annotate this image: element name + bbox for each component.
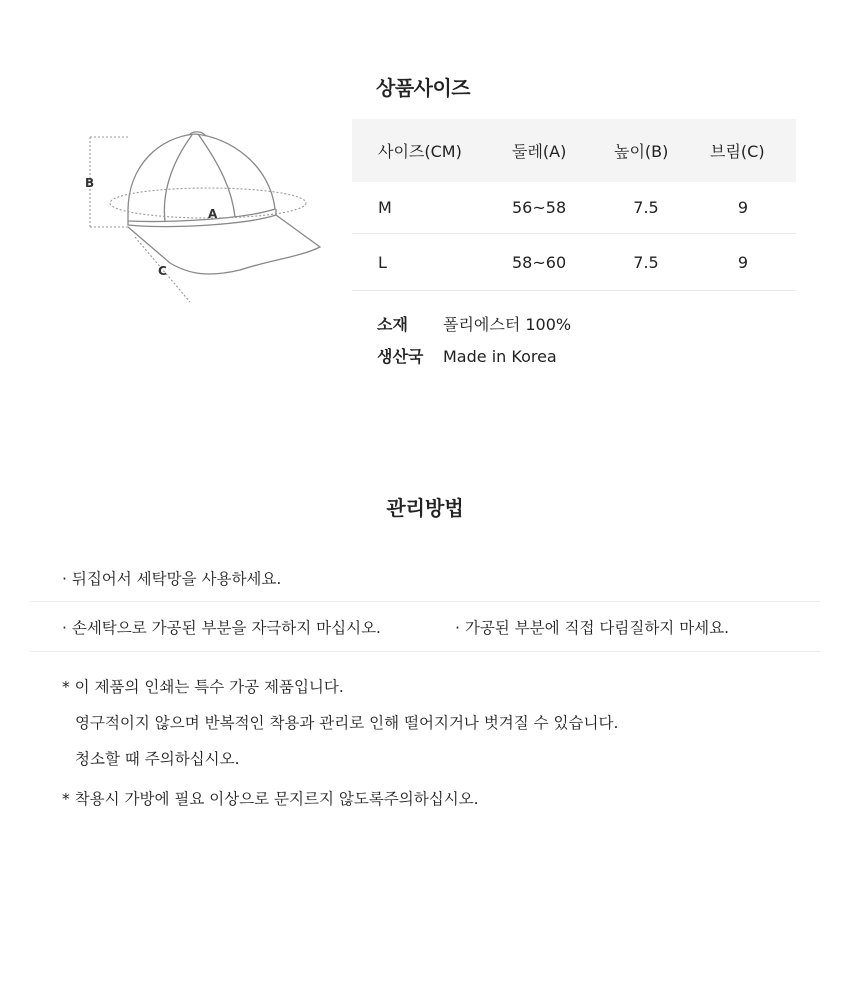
origin-label: 생산국: [377, 347, 424, 366]
material-label: 소재: [377, 315, 408, 334]
cell-circumference: 58~60: [512, 234, 602, 291]
material-value: 폴리에스터 100%: [443, 315, 572, 334]
label-c: C: [158, 264, 167, 278]
origin-value: Made in Korea: [443, 347, 557, 366]
label-b: B: [85, 176, 95, 190]
note-line: 청소할 때 주의하십시오.: [75, 750, 240, 768]
table-row: [352, 234, 796, 291]
header-circumference: 둘레(A): [512, 119, 602, 182]
origin-info: [377, 344, 557, 367]
cell-size: M: [352, 182, 512, 234]
cell-height: 7.5: [602, 182, 690, 234]
care-section-title: 관리방법: [386, 496, 464, 520]
note-line: 영구적이지 않으며 반복적인 착용과 관리로 인해 떨어지거나 벗겨질 수 있습니다.: [75, 714, 619, 732]
note-line: * 이 제품의 인쇄는 특수 가공 제품입니다.: [62, 678, 344, 696]
size-table: [352, 119, 796, 291]
size-section-title: 상품사이즈: [376, 76, 471, 100]
label-a: A: [208, 207, 218, 221]
table-row: [352, 182, 796, 234]
cell-size: L: [352, 234, 512, 291]
material-info: [377, 312, 571, 335]
care-item: · 뒤집어서 세탁망을 사용하세요.: [62, 570, 282, 588]
cell-brim: 9: [690, 234, 796, 291]
care-row: [30, 602, 820, 652]
cell-circumference: 56~58: [512, 182, 602, 234]
care-row: [30, 552, 820, 602]
cell-height: 7.5: [602, 234, 690, 291]
note-line: * 착용시 가방에 필요 이상으로 문지르지 않도록주의하십시오.: [62, 790, 479, 808]
header-brim: 브림(C): [690, 119, 796, 182]
size-table-header: [352, 119, 796, 182]
header-size: 사이즈(CM): [352, 119, 512, 182]
header-height: 높이(B): [602, 119, 690, 182]
cap-size-diagram: [80, 125, 330, 310]
cell-brim: 9: [690, 182, 796, 234]
care-item: · 손세탁으로 가공된 부분을 자극하지 마십시오.: [62, 619, 381, 637]
care-item: · 가공된 부분에 직접 다림질하지 마세요.: [455, 619, 730, 637]
